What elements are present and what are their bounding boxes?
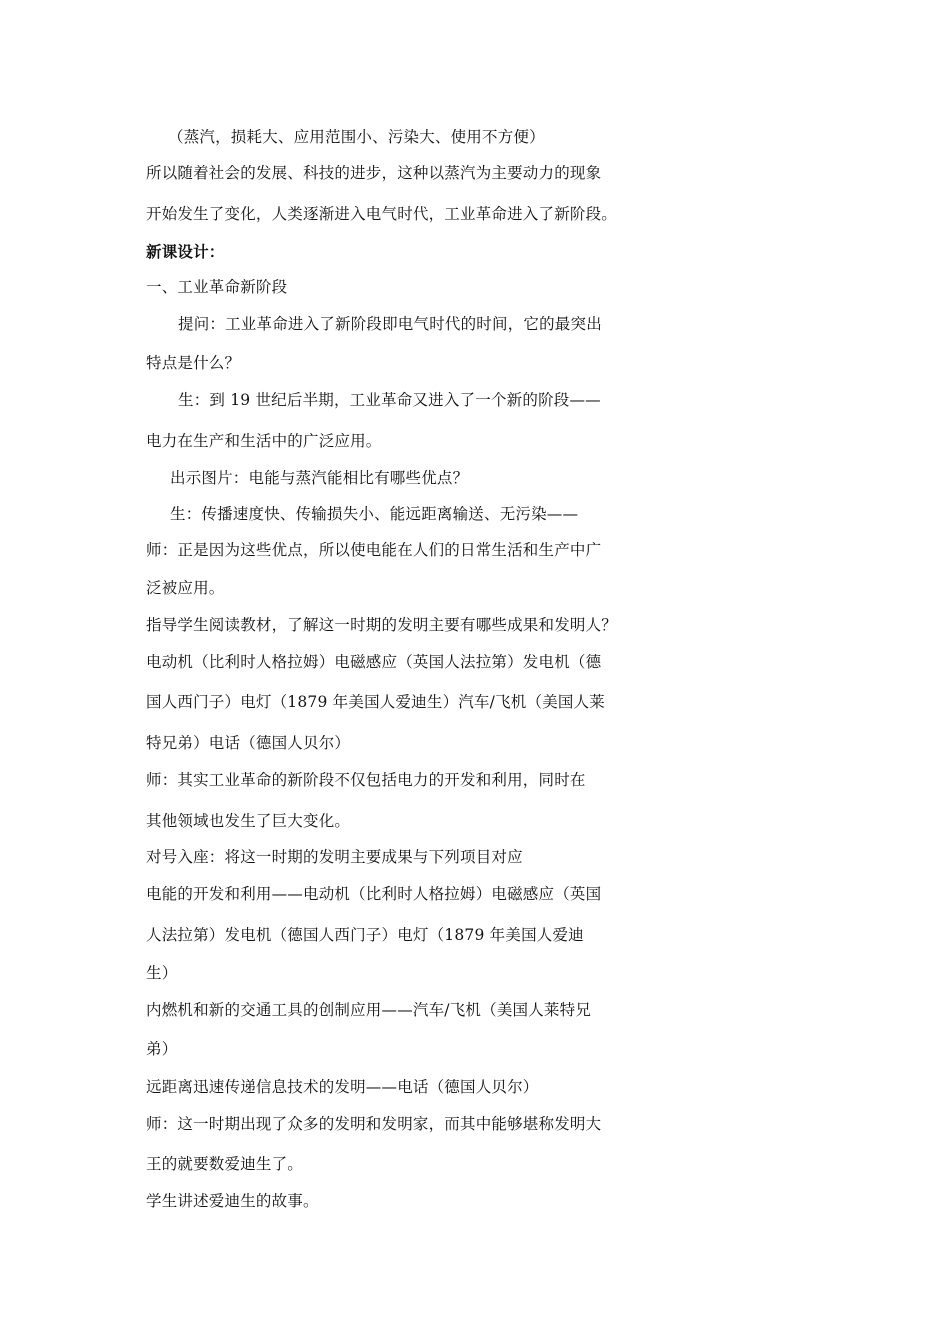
text-line-18: 师：其实工业革命的新阶段不仅包括电力的开发和利用，同时在 <box>146 771 586 789</box>
text-line-3: 开始发生了变化，人类逐渐进入电气时代，工业革命进入了新阶段。 <box>146 205 618 223</box>
text-line-13: 泛被应用。 <box>146 579 225 597</box>
text-line-1: （蒸汽，损耗大、应用范围小、污染大、使用不方便） <box>168 128 545 146</box>
text-line-22: 人法拉第）发电机（德国人西门子）电灯（1879 年美国人爱迪 <box>146 926 584 944</box>
text-line-7: 特点是什么？ <box>146 354 241 372</box>
text-line-28: 王的就要数爱迪生了。 <box>146 1155 304 1173</box>
text-line-9: 电力在生产和生活中的广泛应用。 <box>146 432 382 450</box>
text-line-25: 弟） <box>146 1040 178 1058</box>
text-line-26: 远距离迅速传递信息技术的发明——电话（德国人贝尔） <box>146 1078 539 1096</box>
section-heading: 新课设计： <box>146 242 225 261</box>
text-line-19: 其他领域也发生了巨大变化。 <box>146 812 351 830</box>
text-line-21: 电能的开发和利用——电动机（比利时人格拉姆）电磁感应（英国 <box>146 885 602 903</box>
text-line-27: 师：这一时期出现了众多的发明和发明家，而其中能够堪称发明大 <box>146 1115 602 1133</box>
text-line-12: 师：正是因为这些优点，所以使电能在人们的日常生活和生产中广 <box>146 541 602 559</box>
text-line-23: 生） <box>146 964 178 982</box>
text-line-24: 内燃机和新的交通工具的创制应用——汽车/飞机（美国人莱特兄 <box>146 1001 592 1019</box>
text-line-20: 对号入座：将这一时期的发明主要成果与下列项目对应 <box>146 848 523 866</box>
text-line-14: 指导学生阅读教材，了解这一时期的发明主要有哪些成果和发明人？ <box>146 616 618 634</box>
text-line-10: 出示图片：电能与蒸汽能相比有哪些优点？ <box>170 469 469 487</box>
text-line-6: 提问：工业革命进入了新阶段即电气时代的时间，它的最突出 <box>178 315 602 333</box>
text-line-16: 国人西门子）电灯（1879 年美国人爱迪生）汽车/飞机（美国人莱 <box>146 693 605 711</box>
subsection-heading: 一、工业革命新阶段 <box>146 278 288 296</box>
text-line-11: 生：传播速度快、传输损失小、能远距离输送、无污染—— <box>170 505 579 523</box>
text-line-2: 所以随着社会的发展、科技的进步，这种以蒸汽为主要动力的现象 <box>146 164 602 182</box>
text-line-8: 生：到 19 世纪后半期，工业革命又进入了一个新的阶段—— <box>178 391 601 409</box>
text-line-29: 学生讲述爱迪生的故事。 <box>146 1192 319 1210</box>
text-line-17: 特兄弟）电话（德国人贝尔） <box>146 734 351 752</box>
text-line-15: 电动机（比利时人格拉姆）电磁感应（英国人法拉第）发电机（德 <box>146 653 602 671</box>
